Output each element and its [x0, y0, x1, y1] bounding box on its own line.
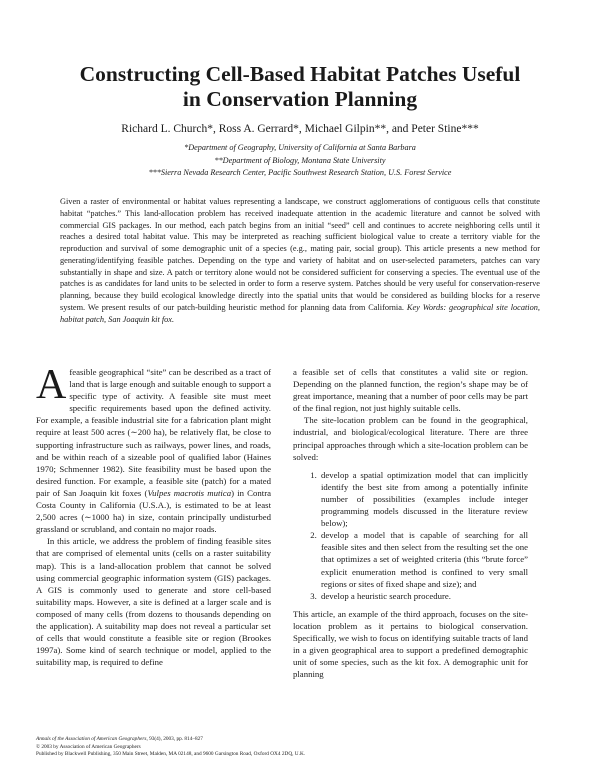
footer-copyright: © 2003 by Association of American Geographers	[36, 743, 141, 750]
list-item: 1. develop a spatial optimization model that can implicitly identify the best site from among a potentially infinite number of possibilities (examples include integer programming models discussed in the literature review below);	[319, 469, 528, 529]
right-paragraph-2: The site-location problem can be found in the geographical, industrial, and biological/ecological literature. There are three principal approaches through which a site-location problem can be solved:	[293, 415, 528, 462]
abstract	[60, 196, 540, 325]
footer-citation	[36, 736, 556, 744]
drop-cap: A	[36, 362, 67, 408]
right-column	[293, 366, 528, 680]
paper-title	[40, 62, 560, 112]
journal-name: Annals of the Association of American Geographers	[36, 736, 147, 742]
title-line-1: Constructing Cell-Based Habitat Patches Useful	[79, 62, 521, 86]
abstract-keywords: Key Words: geographical site location, habitat patch, San Joaquin kit fox.	[60, 302, 540, 324]
abstract-text: Given a raster of environmental or habitat values representing a landscape, we construct agglomerations of contiguous cells that constitute habitat “patches.” This land-allocation problem has received inadequate attention in the academic literature and cannot be solved with commercial GIS packages. In our method, each patch begins from an initial “seed” cell and continues to accrete neighboring cells until it reaches a desired total habitat value. This may be interpreted as reaching sufficient biological value to create a territory viable for the reproduction and survival of some demographic unit of a species (e.g., mating pair, social group). This article presents a new method for generating/identifying feasible patches. Depending on the type and variety of habitat and on user-selected parameters, patches can vary substantially in shape and size. A patch or territory alone would not be considered sufficient for conserving a species. The eventual use of the patches is as candidates for land units to be selected in order to form a reserve system. Patches should be very useful for conservation-reserve planning, because they build ecological knowledge directly into the spatial units that would be considered as building blocks for a reserve system. We present results of our patch-building heuristic method for planning data from California.	[60, 197, 540, 312]
right-paragraph-1: a feasible set of cells that constitutes a valid site or region. Depending on the planned function, the region’s shape may be of great importance, meaning that a number of poor cells may be part of the final region, not just highly suitable cells.	[293, 367, 528, 414]
title-line-2: in Conservation Planning	[182, 87, 418, 111]
affiliation-2: **Department of Biology, Montana State University	[214, 155, 386, 165]
intro-paragraph-1	[36, 362, 271, 535]
page-footer	[36, 736, 556, 759]
approach-list	[293, 469, 528, 602]
intro-p1-text-a: feasible geographical “site” can be described as a tract of land that is large enough and suitable enough to support a specific type of activity. A feasible site must meet specific requirements based upon the defined activity. For example, a feasible industrial site for a fabrication plant might require at least 500 acres (∼200 ha), be relatively flat, be close to supporting infrastructure such as railways, power lines, and roads, and be within reach of a sizeable pool of qualified labor (Haines 1970; Schmenner 1982). Site feasibility must be based upon the desired function. For example, a feasible site (patch) for a mated pair of San Joaquin kit foxes (	[36, 367, 271, 498]
intro-p1-text-b: ) in Contra Costa County in California (U.S.A.), is estimated to be at least 2,500 acres (∼1000 ha) in size, contain principally undisturbed grassland or scrubland, and contain no major roads.	[36, 487, 271, 535]
affiliation-1: *Department of Geography, University of California at Santa Barbara	[184, 143, 416, 152]
footer-publisher: Published by Blackwell Publishing, 350 Main Street, Malden, MA 02148, and 9600 Garsington Road, Oxford OX4 2DQ, U.K.	[36, 751, 306, 757]
citation-details: , 93(4), 2003, pp. 814–827	[146, 736, 203, 742]
intro-paragraph-2: In this article, we address the problem of finding feasible sites that are comprised of elemental units (cells on a raster suitability map). This is a land-allocation problem that cannot be solved using commercial geographic information system (GIS) packages. A GIS is commonly used to generate and store cell-based suitability maps. However, a site is defined at a larger scale and is composed of many cells (from dozens to thousands depending on the application). A suitability map does not reveal a particular set of cells that would constitute a feasible site or region (Brookes 1997a). Some kind of search technique or model, applied to the suitability map, is required to define	[36, 536, 271, 668]
list-item: 2. develop a model that is capable of searching for all feasible sites and then select from the resulting set the one that optimizes a set of weighted criteria (this “brute force” explicit enumeration method is confined to very small regions or sites of fixed shape and size); and	[319, 529, 528, 589]
right-paragraph-3: This article, an example of the third approach, focuses on the site-location problem as it pertains to biological conservation. Specifically, we wish to focus on identifying suitable tracts of land in a given geographical area to support a predefined demographic unit of some species, such as the kit fox. A demographic unit for planning	[293, 608, 528, 680]
left-column	[36, 362, 271, 668]
species-name: Vulpes macrotis mutica	[147, 487, 232, 498]
list-item: 3. develop a heuristic search procedure.	[319, 590, 528, 602]
author-list: Richard L. Church*, Ross A. Gerrard*, Michael Gilpin**, and Peter Stine***	[121, 123, 479, 135]
affiliation-3: ***Sierra Nevada Research Center, Pacific Southwest Research Station, U.S. Forest Service	[148, 168, 452, 177]
affiliations	[40, 142, 560, 180]
